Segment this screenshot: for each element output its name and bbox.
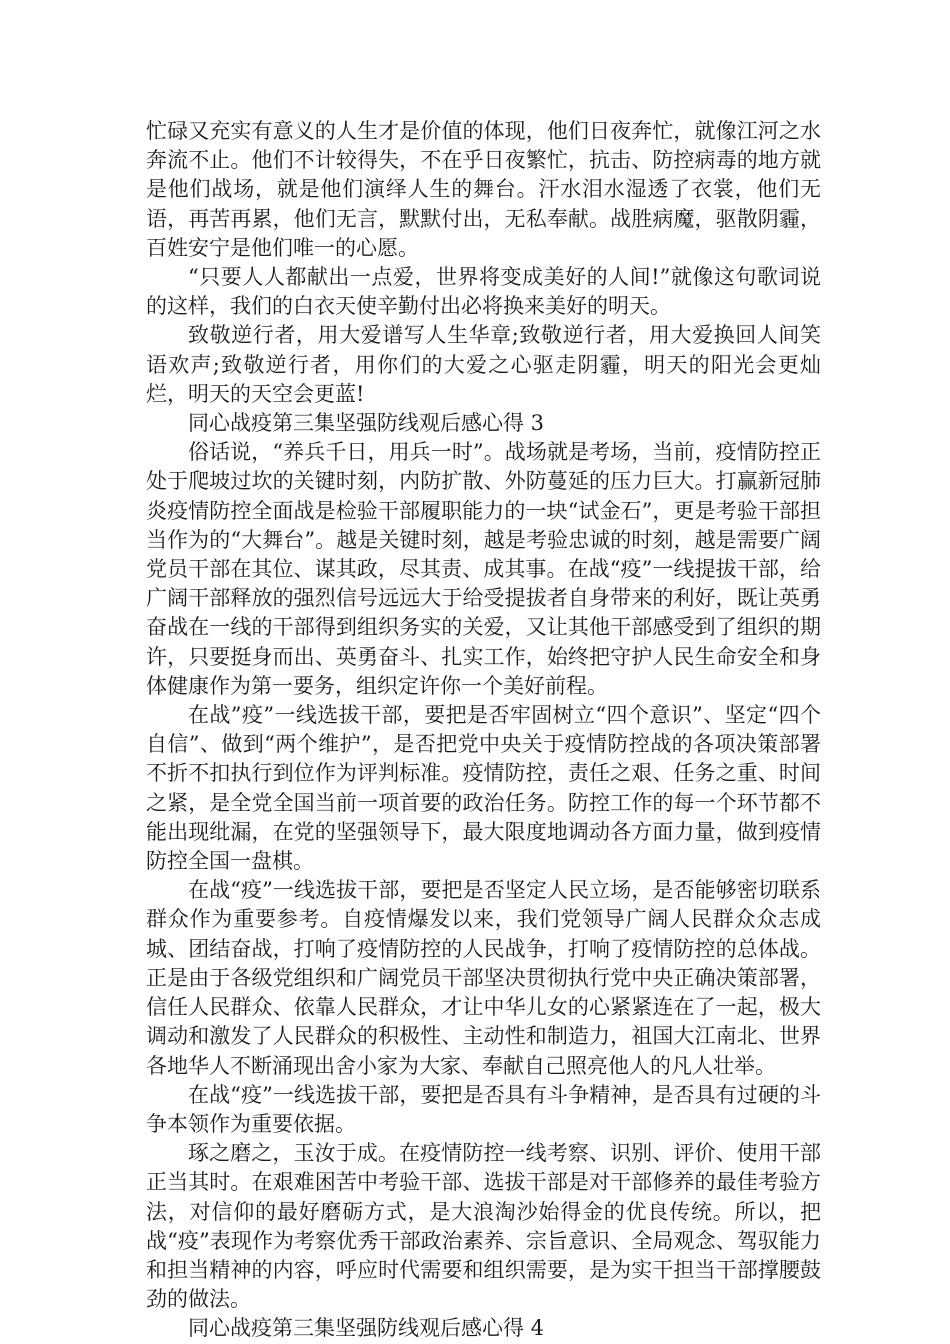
paragraph-2: “只要人人都献出一点爱，世界将变成美好的人间!”就像这句歌词说的这样，我们的白衣天使辛勤付出必将换来美好的明天。 <box>146 265 821 319</box>
document-body <box>146 117 821 1344</box>
paragraph-3: 致敬逆行者，用大爱谱写人生华章;致敬逆行者，用大爱换回人间笑语欢声;致敬逆行者，用你们的大爱之心驱走阴霾，明天的阳光会更灿烂，明天的天空会更蓝! <box>146 323 821 406</box>
paragraph-4: 俗话说，“养兵千日，用兵一时”。战场就是考场，当前，疫情防控正处于爬坡过坎的关键时刻，内防扩散、外防蔓延的压力巨大。打赢新冠肺炎疫情防控全面战是检验干部履职能力的一块“试金石”，更是考验干部担当作为的“大舞台”。越是关键时刻，越是考验忠诚的时刻，越是需要广阔党员干部在其位、谋其政，尽其责、成其事。在战“疫”一线提拔干部，给广阔干部释放的强烈信号远远大于给受提拔者自身带来的利好，既让英勇奋战在一线的干部得到组织务实的关爱，又让其他干部感受到了组织的期许，只要挺身而出、英勇奋斗、扎实工作，始终把守护人民生命安全和身体健康作为第一要务，组织定许你一个美好前程。 <box>146 440 821 698</box>
paragraph-8: 琢之磨之，玉汝于成。在疫情防控一线考察、识别、评价、使用干部正当其时。在艰难困苦中考验干部、选拔干部是对干部修养的最佳考验方法，对信仰的最好磨砺方式，是大浪淘沙始得金的优良传统。所以，把战“疫”表现作为考察优秀干部政治素养、宗旨意识、全局观念、驾驭能力和担当精神的内容，呼应时代需要和组织需要，是为实干担当干部撑腰鼓劲的做法。 <box>146 1141 821 1312</box>
section-heading-4: 同心战疫第三集坚强防线观后感心得 4 <box>188 1316 545 1341</box>
paragraph-5: 在战”疫”一线选拔干部，要把是否牢固树立“四个意识”、坚定“四个自信”、做到“两个维护”，是否把党中央关于疫情防控战的各项决策部署不折不扣执行到位作为评判标准。疫情防控，责任之艰、任务之重、时间之紧，是全党全国当前一项首要的政治任务。防控工作的每一个环节都不能出现纰漏，在党的坚强领导下，最大限度地调动各方面力量，做到疫情防控全国一盘棋。 <box>146 703 821 874</box>
section-heading-3: 同心战疫第三集坚强防线观后感心得 3 <box>188 411 545 436</box>
paragraph-1: 忙碌又充实有意义的人生才是价值的体现，他们日夜奔忙，就像江河之水奔流不止。他们不计较得失，不在乎日夜繁忙，抗击、防控病毒的地方就是他们战场，就是他们演绎人生的舞台。汗水泪水湿透了衣裳，他们无语，再苦再累，他们无言，默默付出，无私奉献。战胜病魔，驱散阴霾，百姓安宁是他们唯一的心愿。 <box>146 119 821 260</box>
paragraph-6: 在战“疫”一线选拔干部，要把是否坚定人民立场，是否能够密切联系群众作为重要参考。自疫情爆发以来，我们党领导广阔人民群众众志成城、团结奋战，打响了疫情防控的人民战争，打响了疫情防控的总体战。正是由于各级党组织和广阔党员干部坚决贯彻执行党中央正确决策部署，信任人民群众、依靠人民群众，才让中华儿女的心紧紧连在了一起，极大调动和激发了人民群众的积极性、主动性和制造力，祖国大江南北、世界各地华人不断涌现出舍小家为大家、奉献自己照亮他人的凡人壮举。 <box>146 878 821 1078</box>
paragraph-7: 在战“疫”一线选拔干部，要把是否具有斗争精神，是否具有过硬的斗争本领作为重要依据。 <box>146 1082 821 1136</box>
